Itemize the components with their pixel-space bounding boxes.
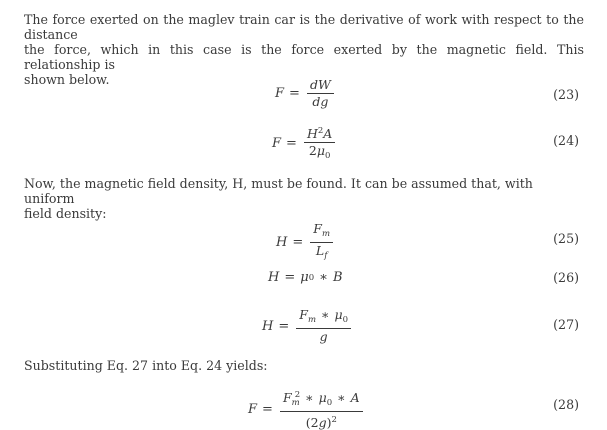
fraction-denominator xyxy=(304,142,335,163)
subscript: m xyxy=(307,315,316,325)
symbol-A: A xyxy=(350,390,360,405)
symbol-F: F xyxy=(282,390,292,405)
paragraph-line: Substituting Eq. 27 into Eq. 24 yields: xyxy=(24,358,268,373)
fraction-numerator: dW xyxy=(309,77,331,92)
eq-lhs: F xyxy=(275,86,285,101)
symbol-H: H xyxy=(306,126,318,141)
eq-equals: = xyxy=(278,318,290,334)
exponent: 2 xyxy=(331,415,337,425)
fraction xyxy=(310,222,333,263)
subscript: 0 xyxy=(308,272,315,283)
symbol-L: L xyxy=(315,243,325,258)
symbol-A: A xyxy=(323,126,333,141)
equation-body xyxy=(262,308,353,344)
symbol-F: F xyxy=(299,307,308,322)
paragraph-line: field density: xyxy=(24,206,107,221)
exponent: 2 xyxy=(294,390,301,400)
eq-lhs: F xyxy=(272,136,282,151)
eq-equals: = xyxy=(289,86,300,101)
equation-number: (26) xyxy=(553,270,579,285)
operator-star: ∗ xyxy=(337,390,346,405)
coefficient: 2 xyxy=(308,143,317,158)
equation-number: (27) xyxy=(553,317,579,332)
eq-lhs: H xyxy=(262,318,274,334)
fraction xyxy=(304,124,335,163)
fraction xyxy=(296,308,351,344)
fraction-numerator xyxy=(310,222,333,242)
equation-body xyxy=(272,124,337,163)
eq-lhs: F xyxy=(248,401,258,417)
paragraph-line: the force, which in this case is the force exerted by the magnetic field. This relationship is xyxy=(24,42,584,72)
subscript: 0 xyxy=(326,398,333,408)
paragraph-line: Now, the magnetic field density, H, must be found. It can be assumed that, with uniform xyxy=(24,176,533,206)
symbol-F: F xyxy=(313,221,322,236)
symbol-B: B xyxy=(332,270,343,285)
paren-open: (2 xyxy=(305,415,319,430)
fraction xyxy=(280,388,363,430)
symbol-mu: μ xyxy=(318,390,327,405)
symbol-mu: μ xyxy=(316,143,325,158)
paren-close: ) xyxy=(326,415,332,430)
paragraph-line: shown below. xyxy=(24,72,110,87)
eq-equals: = xyxy=(286,136,297,151)
operator-star: ∗ xyxy=(319,270,328,285)
subscript: 0 xyxy=(342,315,349,325)
fraction xyxy=(307,78,334,109)
equation-number: (28) xyxy=(553,397,579,412)
symbol-g: g xyxy=(318,415,327,430)
eq-lhs: H xyxy=(268,270,280,285)
eq-equals: = xyxy=(284,270,296,285)
fraction-denominator: dg xyxy=(307,93,334,109)
equation-number: (25) xyxy=(553,231,579,246)
fraction-numerator xyxy=(304,124,335,142)
equation-body xyxy=(276,222,335,263)
eq-lhs: H xyxy=(276,235,288,250)
subscript: f xyxy=(324,251,328,261)
subscript: 0 xyxy=(324,151,331,161)
subscript: m xyxy=(291,398,300,408)
equation-number: (24) xyxy=(553,133,579,148)
paragraph-field-density xyxy=(24,176,584,221)
symbol-mu: μ xyxy=(334,307,343,322)
fraction-numerator xyxy=(280,388,363,411)
equation-body xyxy=(248,388,365,430)
operator-star: ∗ xyxy=(305,390,314,405)
fraction-denominator xyxy=(280,411,363,430)
eq-equals: = xyxy=(292,235,304,250)
operator-star: ∗ xyxy=(321,307,330,322)
subscript: m xyxy=(321,229,330,239)
eq-equals: = xyxy=(262,401,273,417)
fraction-denominator xyxy=(310,242,333,263)
paragraph-line: The force exerted on the maglev train car is the derivative of work with respect to the distance xyxy=(24,12,584,42)
equation-body xyxy=(268,270,343,285)
exponent: 2 xyxy=(317,126,324,136)
paragraph-intro xyxy=(24,12,584,87)
equation-number: (23) xyxy=(553,87,579,102)
paragraph-substitution xyxy=(24,358,584,373)
symbol-mu: μ xyxy=(300,270,309,285)
fraction-numerator xyxy=(296,308,351,328)
fraction-denominator: g xyxy=(296,328,351,344)
equation-body xyxy=(275,78,336,109)
